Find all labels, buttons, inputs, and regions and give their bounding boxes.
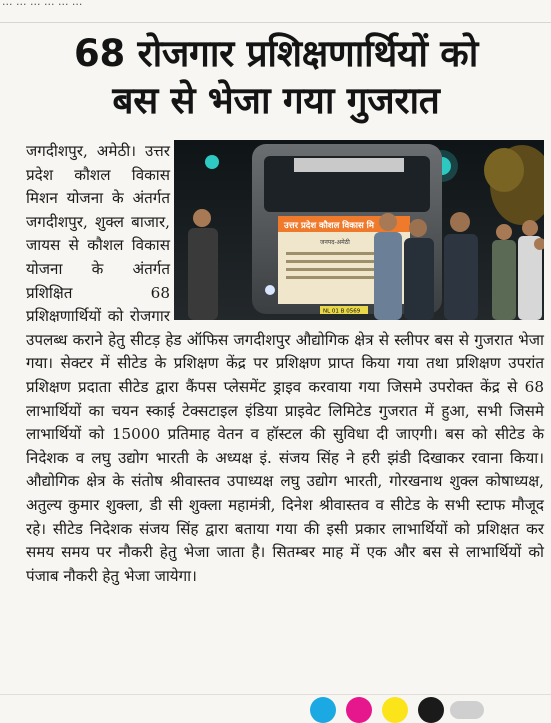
bus-number-plate-text: NL 01 B 0569 <box>323 308 361 315</box>
headline-line-1: 68 रोजगार प्रशिक्षणार्थियों को <box>74 32 478 75</box>
photo-illustration <box>174 140 544 320</box>
yellow-registration-dot <box>382 697 408 723</box>
magenta-registration-dot <box>346 697 372 723</box>
article-body <box>26 140 544 588</box>
clipped-top-text: ... ... ... ... ... ... <box>2 0 83 8</box>
gray-registration-dot <box>450 701 484 719</box>
black-registration-dot <box>418 697 444 723</box>
print-registration-marks <box>310 697 490 723</box>
top-divider <box>0 22 551 23</box>
banner-subline: जनपद-अमेठी <box>320 239 350 246</box>
bottom-divider <box>0 694 551 695</box>
cyan-registration-dot <box>310 697 336 723</box>
bus-destination-board <box>294 158 404 172</box>
news-photo-bus-departure <box>174 140 544 320</box>
article-paragraph: जगदीशपुर, अमेठी। उत्तर प्रदेश कौशल विकास मिशन योजना के अंतर्गत जगदीशपुर, शुक्ल बाजार, जायस से कौशल विकास योजना के अंतर्गत प्रशिक्षित 68 प्रशिक्षणार्थियों को रोजगार उपलब्ध कराने हेतु सीटड़ हेड ऑफिस जगदीशपुर औद्योगिक क्षेत्र से स्लीपर बस से गुजरात भेजा गया। सेक्टर में सीटेड के प्रशिक्षण केंद्र पर प्रशिक्षण प्राप्त किया गया तथा प्रशिक्षण उपरांत प्रशिक्षण प्रदाता सीटेड द्वारा कैंपस प्लेसमेंट ड्राइव करवाया गया जिसमे उपरोक्त केंद्र से 68 लाभार्थियों का चयन स्काई टेक्सटाइल इंडिया प्राइवेट लिमिटेड गुजरात में हुआ, सभी जिसमे लाभार्थियों को 15000 प्रतिमाह वेतन व हॉस्टल की सुविधा दी जाएगी। बस को सीटेड के निदेशक व लघु उद्योग भारती के अध्यक्ष इं. संजय सिंह ने हरी झंडी दिखाकर रवाना किया। औद्योगिक क्षेत्र के संतोष श्रीवास्तव उपाध्यक्ष लघु उद्योग भारती, गोरखनाथ शुक्ल कोषाध्यक्ष, अतुल्य कुमार शुक्ला, डी सी शुक्ला महामंत्री, दिनेश श्रीवास्तव व सीटेड के सभी स्टाफ मौजूद रहे। सीटेड निदेशक संजय सिंह द्वारा बताया गया की इसी प्रकार लाभार्थियों को प्रशिक्षत कर समय समय पर नौकरी हेतु भेजा जाता है। सितम्बर माह में एक और बस से लाभार्थियों को पंजाब नौकरी हेतु भेजा जायेगा। <box>26 142 544 585</box>
headline-line-2: बस से भेजा गया गुजरात <box>112 79 440 122</box>
headline <box>8 30 544 124</box>
banner-heading: उत्तर प्रदेश कौशल विकास मि <box>284 221 374 231</box>
